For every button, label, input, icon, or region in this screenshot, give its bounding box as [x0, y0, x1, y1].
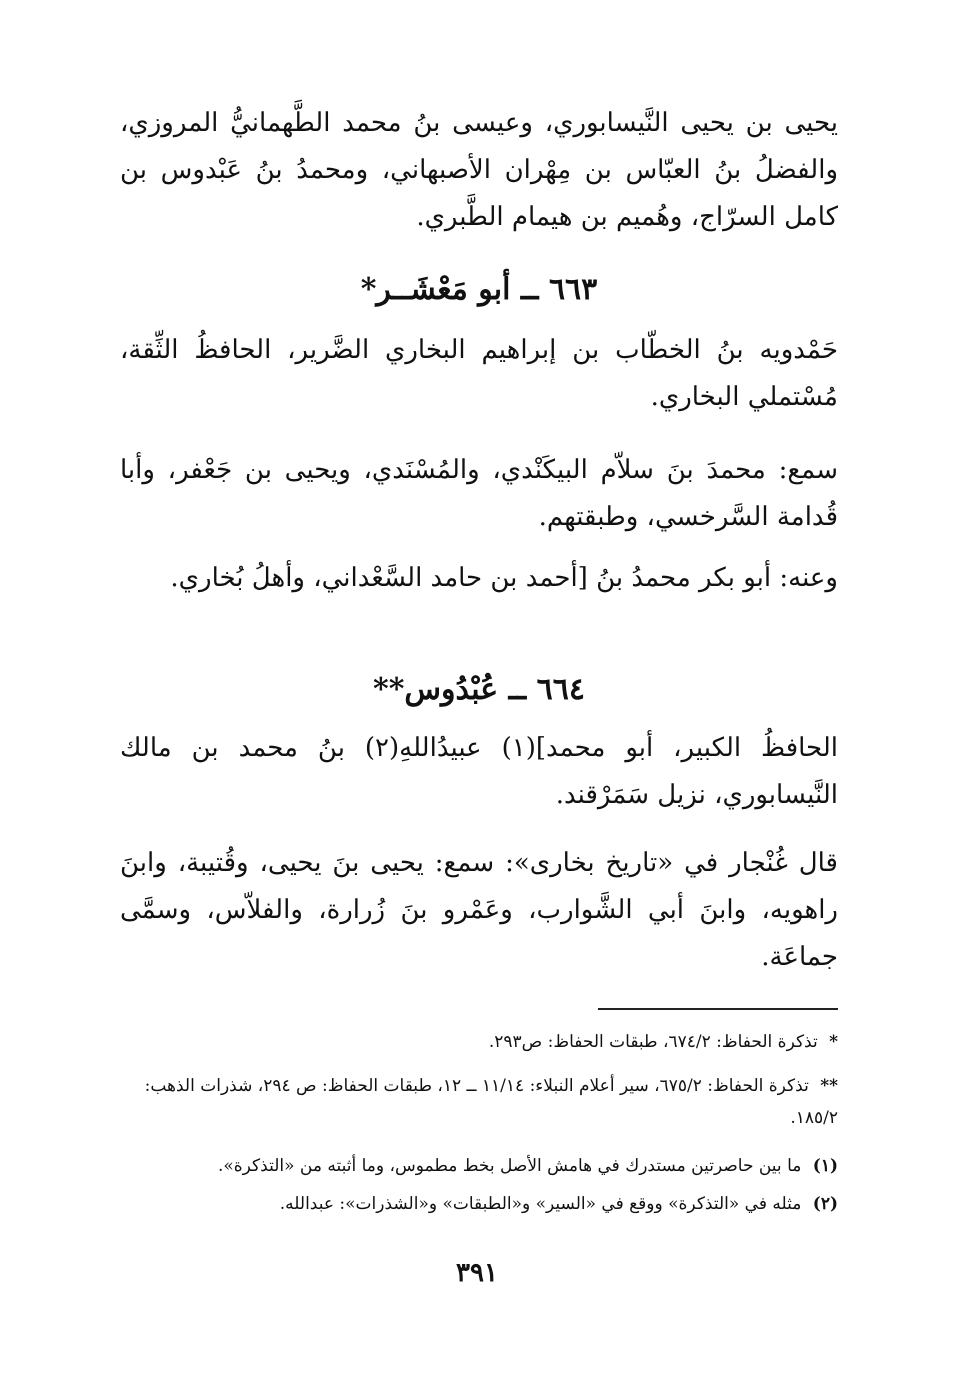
paragraph-entry-664-intro: الحافظُ الكبير، أبو محمد](١) عبيدُاللهِ(٢) بنُ محمد بن مالك النَّيسابوري، نزيل سَمَرْقند.: [120, 733, 838, 810]
footnote-marker: *: [829, 1032, 838, 1052]
footnote-3: [120, 1150, 838, 1182]
footnote-marker: **: [820, 1076, 838, 1096]
footnote-text: تذكرة الحفاظ: ٦٧٤/٢، طبقات الحفاظ: ص٢٩٣.: [488, 1032, 818, 1052]
entry-heading-663: ٦٦٣ ــ أبو مَعْشَــر*: [360, 272, 598, 307]
paragraph-entry-663-intro: حَمْدويه بنُ الخطّاب بن إبراهيم البخاري الضَّرير، الحافظُ الثِّقة، مُسْتملي البخاري.: [120, 335, 838, 412]
footnote-text: تذكرة الحفاظ: ٦٧٥/٢، سير أعلام النبلاء: ١١/١٤ ــ ١٢، طبقات الحفاظ: ص ٢٩٤، شذرات الذهب: ١٨٥/٢.: [144, 1076, 838, 1128]
paragraph-entry-663-narrators: وعنه: أبو بكر محمدُ بنُ [أحمد بن حامد السَّعْداني، وأهلُ بُخاري.: [170, 563, 838, 593]
paragraph-entry-664-quote: قال غُنْجار في «تاريخ بخارى»: سمع: يحيى بنَ يحيى، وقُتيبة، وابنَ راهويه، وابنَ أبي الشَّوارب، وعَمْرو بنَ زُرارة، والفلاّس، وسمَّى جماعَة.: [120, 848, 838, 972]
paragraph-entry-663-heard: سمع: محمدَ بنَ سلاّم البيكَنْدي، والمُسْنَدي، ويحيى بن جَعْفر، وأبا قُدامة السَّرخسي، وطبقتهم.: [120, 455, 838, 532]
footnote-4: [120, 1188, 838, 1220]
footnote-1: [120, 1026, 838, 1058]
paragraph-continuation: يحيى بن يحيى النَّيسابوري، وعيسى بنُ محمد الطَّهمانيُّ المروزي، والفضلُ بنُ العبّاس بن مِهْران الأصبهاني، ومحمدُ بنُ عَبْدوس بن كامل السرّاج، وهُميم بن هيمام الطَّبري.: [120, 108, 838, 232]
footnote-marker: (١): [812, 1156, 838, 1176]
footnote-marker: (٢): [812, 1194, 838, 1214]
footnote-text: ما بين حاصرتين مستدرك في هامش الأصل بخط مطموس، وما أثبته من «التذكرة».: [217, 1156, 802, 1176]
entry-heading-664: ٦٦٤ ــ عُبْدُوس**: [373, 672, 585, 707]
page-number: ٣٩١: [456, 1258, 498, 1288]
footnote-divider: [598, 1008, 838, 1010]
footnote-2: [120, 1070, 838, 1134]
footnote-text: مثله في «التذكرة» ووقع في «السير» و«الطبقات» و«الشذرات»: عبدالله.: [279, 1194, 802, 1214]
